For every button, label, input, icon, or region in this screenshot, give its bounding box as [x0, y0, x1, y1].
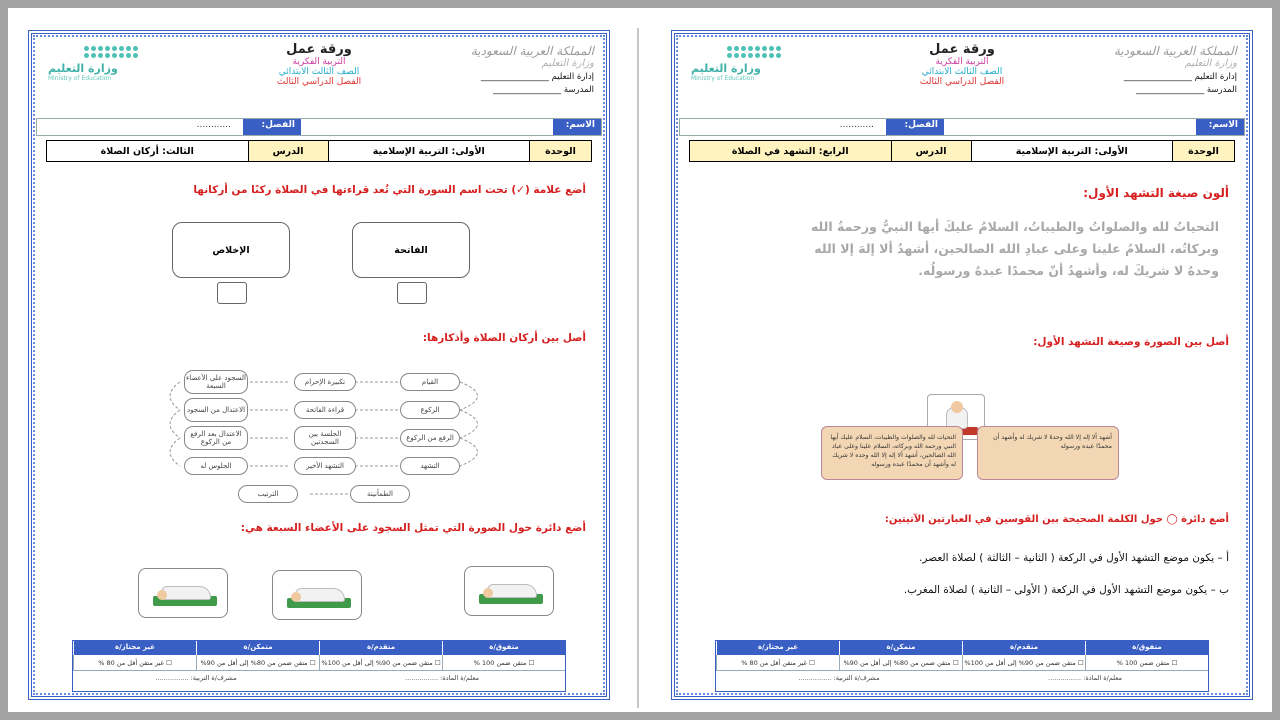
- rubric-h4: غير مجتاز/ة: [73, 641, 196, 655]
- tashahhud-card-long[interactable]: التحيات لله والصلوات والطيبات، السلام عليك أيها النبي ورحمة الله وبركاته، السلام علينا وعلى عباد الله الصالحين، أشهد ألا إله إلا الله وحده لا شريك له وأشهد أن محمدًا عبده ورسوله: [821, 426, 963, 480]
- assessment-rubric: [72, 640, 566, 692]
- question-3: أضع دائرة حول الصورة التي تمثل السجود على الأعضاء السبعة هي:: [240, 522, 586, 534]
- rubric-h4: غير مجتاز/ة: [716, 641, 839, 655]
- logo-english-text: Ministry of Education: [48, 75, 112, 82]
- name-label: الاسم:: [1196, 119, 1244, 135]
- education-admin-line: إدارة التعليم ________________: [1123, 72, 1237, 82]
- worksheet-left: [28, 30, 610, 700]
- rubric-c3[interactable]: ☐ متقن ضمن من 80% إلى أقل من 90%: [839, 655, 962, 670]
- class-dots: ............: [196, 120, 231, 130]
- subject-name: التربية الفكرية: [292, 57, 346, 67]
- pill-8[interactable]: الجلسة بين السجدتين: [294, 426, 356, 450]
- worksheet-title: ورقة عمل: [929, 42, 995, 57]
- question-1: أضع علامة (✓) تحت اسم السورة التي تُعد قراءتها في الصلاة ركنًا من أركانها: [193, 184, 586, 196]
- pill-7[interactable]: الرفع من الركوع: [400, 429, 460, 447]
- prostration-image-1[interactable]: [464, 566, 554, 616]
- prostration-image-2[interactable]: [272, 570, 362, 620]
- grade-name: الصف الثالث الابتدائي: [921, 67, 1003, 77]
- logo-dots-icon: [727, 46, 801, 58]
- surah-box-ikhlas: الإخلاص: [172, 222, 290, 278]
- rubric-c2[interactable]: ☐ متقن ضمن من 90% إلى أقل من 100%: [962, 655, 1085, 670]
- sheet-header: [34, 36, 604, 114]
- question-2: أصل بين الصورة وصيغة التشهد الأول:: [1033, 336, 1229, 348]
- org-block: [444, 44, 594, 95]
- title-block: [229, 42, 409, 87]
- org-block: [1087, 44, 1237, 95]
- lesson-label: الدرس: [248, 141, 328, 161]
- logo-arabic-text: وزارة التعليم: [48, 62, 118, 75]
- education-admin-line: إدارة التعليم ________________: [480, 72, 594, 82]
- unit-value: الأولى: التربية الإسلامية: [971, 141, 1173, 161]
- unit-value: الأولى: التربية الإسلامية: [328, 141, 530, 161]
- prostration-figure-icon: [147, 580, 219, 606]
- name-bar: [36, 118, 602, 136]
- rubric-h1: متفوق/ة: [442, 641, 565, 655]
- pill-1[interactable]: القيام: [400, 373, 460, 391]
- pill-9[interactable]: الاعتدال بعد الرفع من الركوع: [184, 426, 248, 450]
- page-divider: [637, 28, 639, 708]
- ministry-logo: [691, 46, 801, 82]
- logo-dots-icon: [84, 46, 158, 58]
- rubric-c1[interactable]: ☐ متقن ضمن 100 %: [1085, 655, 1208, 670]
- unit-label: الوحدة: [1172, 141, 1234, 161]
- pill-12[interactable]: الجلوس له: [184, 457, 248, 475]
- rubric-c4[interactable]: ☐ غير متقن أقل من 80 %: [716, 655, 839, 670]
- prostration-figure-icon: [281, 582, 353, 608]
- assessment-rubric: [715, 640, 1209, 692]
- lesson-value: الرابع: التشهد في الصلاة: [690, 141, 891, 161]
- worksheet-right: [671, 30, 1253, 700]
- rubric-h2: متقدم/ة: [319, 641, 442, 655]
- rubric-c4[interactable]: ☐ غير متقن أقل من 80 %: [73, 655, 196, 670]
- statement-b[interactable]: ب – يكون موضع التشهد الأول في الركعة ( الأولى – الثانية ) لصلاة المغرب.: [903, 584, 1229, 596]
- pill-5[interactable]: قراءة الفاتحة: [294, 401, 356, 419]
- unit-label: الوحدة: [529, 141, 591, 161]
- class-label: الفصل:: [243, 119, 301, 135]
- lesson-bar: [46, 140, 592, 162]
- lesson-bar: [689, 140, 1235, 162]
- checkbox-fatiha[interactable]: [397, 282, 427, 304]
- pill-10[interactable]: التشهد: [400, 457, 460, 475]
- term-name: الفصل الدراسي الثالث: [919, 77, 1005, 87]
- statement-a[interactable]: أ – يكون موضع التشهد الأول في الركعة ( الثانية – الثالثة ) لصلاة العصر.: [919, 552, 1229, 564]
- surah-box-fatiha: الفاتحة: [352, 222, 470, 278]
- worksheet-title: ورقة عمل: [286, 42, 352, 57]
- grade-name: الصف الثالث الابتدائي: [278, 67, 360, 77]
- pill-6[interactable]: الاعتدال من السجود: [184, 398, 248, 422]
- rubric-h3: متمكن/ة: [839, 641, 962, 655]
- rubric-supervisor: مشرف/ة التربية: ................: [798, 674, 880, 682]
- rubric-teacher: معلم/ة المادة: ................: [1048, 674, 1122, 682]
- title-block: [872, 42, 1052, 87]
- ministry-calligraphy: وزارة التعليم: [541, 58, 594, 69]
- school-line: المدرسة ________________: [1136, 85, 1237, 95]
- tashahhud-text[interactable]: التحياتُ لله والصلواتُ والطيباتُ، السلامُ عليكَ أيها النبيُّ ورحمةُ الله وبركاتُه، السلامُ علينا وعلى عبادِ الله الصالحين، أشهدُ ألا إلهَ إلا الله وحدهُ لا شريكَ له، وأشهدُ أنّ محمدًا عبدهُ ورسولُه.: [810, 219, 1219, 278]
- lesson-value: الثالث: أركان الصلاة: [100, 145, 194, 157]
- question-2: أصل بين أركان الصلاة وأذكارها:: [422, 332, 586, 344]
- subject-name: التربية الفكرية: [935, 57, 989, 67]
- rubric-h3: متمكن/ة: [196, 641, 319, 655]
- name-bar: [679, 118, 1245, 136]
- kingdom-calligraphy: المملكة العربية السعودية: [470, 44, 594, 58]
- pill-14[interactable]: الترتيب: [238, 485, 298, 503]
- rubric-c1[interactable]: ☐ متقن ضمن 100 %: [442, 655, 565, 670]
- term-name: الفصل الدراسي الثالث: [276, 77, 362, 87]
- rubric-c2[interactable]: ☐ متقن ضمن من 90% إلى أقل من 100%: [319, 655, 442, 670]
- sheet-header: [677, 36, 1247, 114]
- rubric-supervisor: مشرف/ة التربية: ................: [155, 674, 237, 682]
- ministry-calligraphy: وزارة التعليم: [1184, 58, 1237, 69]
- tashahhud-card-short[interactable]: أشهد ألا إله إلا الله وحدهُ لا شريك له وأشهد أن محمدًا عبده ورسوله: [977, 426, 1119, 480]
- pill-2[interactable]: تكبيرة الإحرام: [294, 373, 356, 391]
- name-label: الاسم:: [553, 119, 601, 135]
- rubric-teacher: معلم/ة المادة: ................: [405, 674, 479, 682]
- question-1: ألون صيغة التشهد الأول:: [1083, 186, 1229, 200]
- rubric-h2: متقدم/ة: [962, 641, 1085, 655]
- prostration-figure-icon: [473, 578, 545, 604]
- lesson-label: الدرس: [891, 141, 971, 161]
- ministry-logo: [48, 46, 158, 82]
- pill-4[interactable]: الركوع: [400, 401, 460, 419]
- pill-3[interactable]: السجود على الأعضاء السبعة: [184, 370, 248, 394]
- kingdom-calligraphy: المملكة العربية السعودية: [1113, 44, 1237, 58]
- pill-13[interactable]: الطمأنينة: [350, 485, 410, 503]
- pill-11[interactable]: التشهد الأخير: [294, 457, 356, 475]
- class-dots: ............: [839, 120, 874, 130]
- logo-english-text: Ministry of Education: [691, 75, 755, 82]
- rubric-h1: متفوق/ة: [1085, 641, 1208, 655]
- prostration-image-3[interactable]: [138, 568, 228, 618]
- checkbox-ikhlas[interactable]: [217, 282, 247, 304]
- logo-arabic-text: وزارة التعليم: [691, 62, 761, 75]
- canvas: [8, 8, 1272, 712]
- question-3: أضع دائرة ◯ حول الكلمة الصحيحة بين القوسين في العبارتين الآتيتين:: [884, 514, 1229, 525]
- rubric-c3[interactable]: ☐ متقن ضمن من 80% إلى أقل من 90%: [196, 655, 319, 670]
- school-line: المدرسة ________________: [493, 85, 594, 95]
- class-label: الفصل:: [886, 119, 944, 135]
